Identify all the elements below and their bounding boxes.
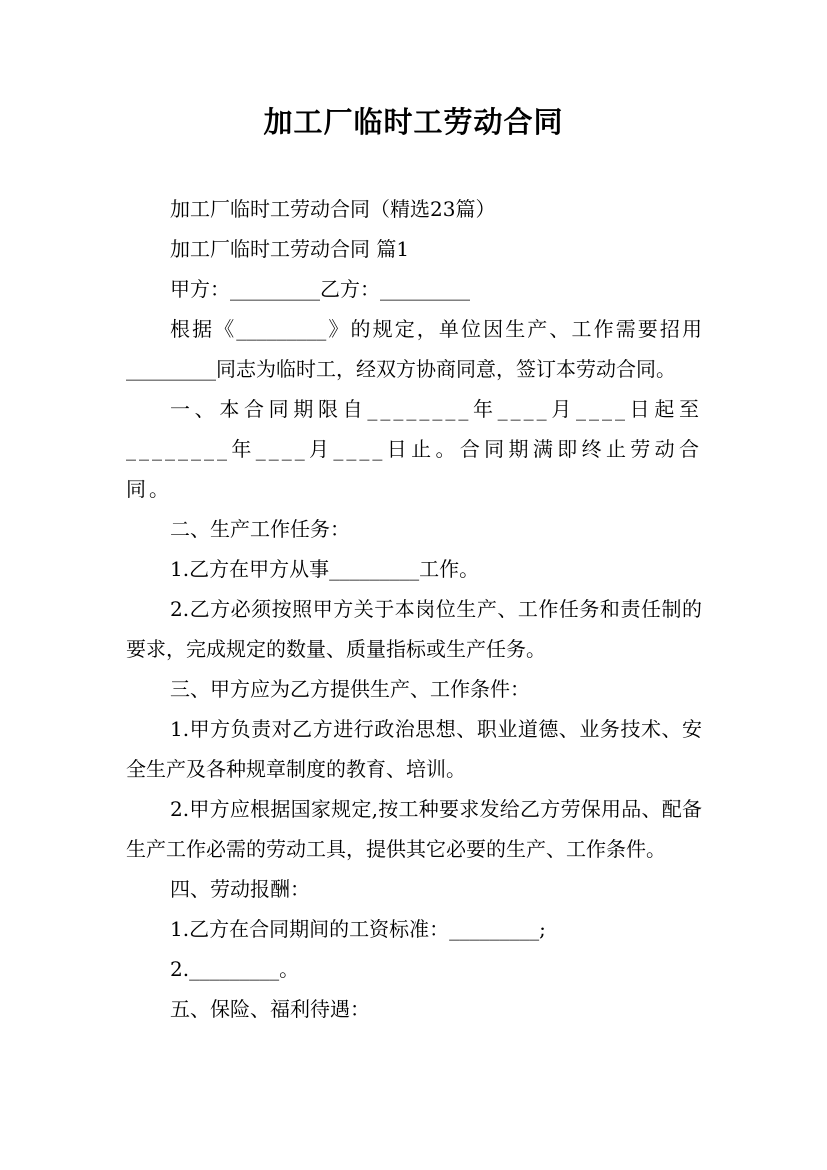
paragraph-heading-insurance: 五、保险、福利待遇： xyxy=(170,997,370,1021)
paragraph-task-1: 1.乙方在甲方从事_________工作。 xyxy=(170,557,480,581)
paragraph-condition-2: 2.甲方应根据国家规定,按工种要求发给乙方劳保用品、配备生产工作必需的劳动工具，提供其它必要的生产、工作条件。 xyxy=(126,797,702,861)
paragraph-heading-remuneration: 四、劳动报酬： xyxy=(170,877,310,901)
paragraph-remuneration-2: 2._________。 xyxy=(170,957,300,981)
paragraph-task-2: 2.乙方必须按照甲方关于本岗位生产、工作任务和责任制的要求，完成规定的数量、质量指标或生产任务。 xyxy=(126,597,702,661)
document-body xyxy=(126,189,702,1029)
paragraph-condition-1: 1.甲方负责对乙方进行政治思想、职业道德、业务技术、安全生产及各种规章制度的教育、培训。 xyxy=(126,717,702,781)
paragraph-heading-tasks: 二、生产工作任务： xyxy=(170,517,350,541)
paragraph-term: 一、本合同期限自________年____月____日起至________年____月____日止。合同期满即终止劳动合同。 xyxy=(126,397,702,501)
paragraph-parties: 甲方：_________乙方：_________ xyxy=(170,277,470,301)
paragraph-heading-conditions: 三、甲方应为乙方提供生产、工作条件： xyxy=(170,677,530,701)
paragraph-preamble: 根据《_________》的规定，单位因生产、工作需要招用_________同志为临时工，经双方协商同意，签订本劳动合同。 xyxy=(126,317,702,381)
paragraph-subtitle: 加工厂临时工劳动合同（精选23篇） xyxy=(170,197,496,221)
paragraph-remuneration-1: 1.乙方在合同期间的工资标准：_________; xyxy=(170,917,546,941)
paragraph-section-heading: 加工厂临时工劳动合同 篇1 xyxy=(170,237,410,261)
document-title: 加工厂临时工劳动合同 xyxy=(263,105,564,139)
